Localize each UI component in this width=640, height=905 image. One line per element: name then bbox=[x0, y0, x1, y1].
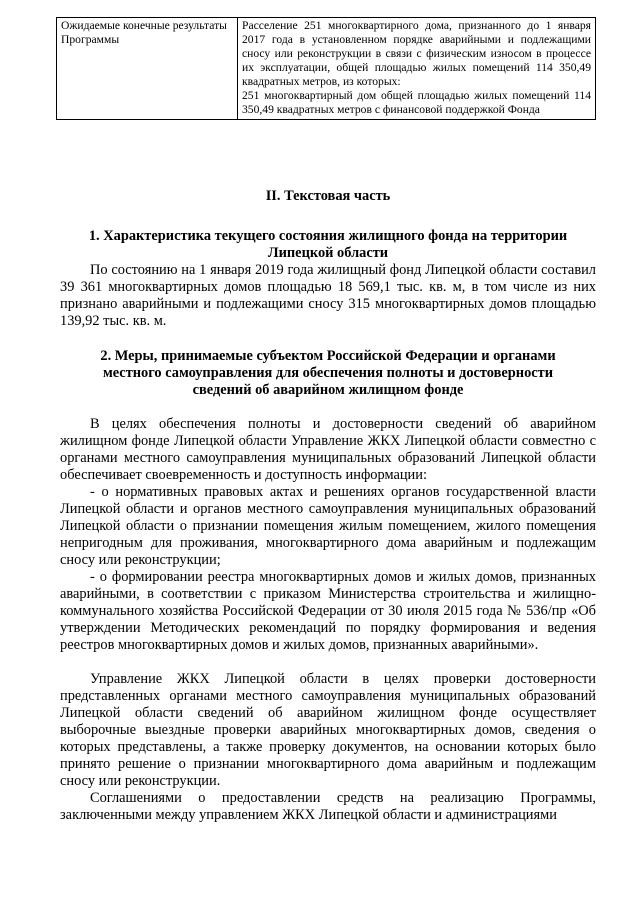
section-1-heading-line-2: Липецкой области bbox=[267, 245, 389, 261]
section-1-heading bbox=[60, 228, 596, 262]
table-row bbox=[57, 18, 596, 120]
program-results-table bbox=[56, 17, 596, 120]
section-2-paragraph-1: В целях обеспечения полноты и достоверности сведений об аварийном жилищном фонде Липецкой области Управление ЖКХ Липецкой области совместно с органами местного самоуправления муниципальных образований Липецкой области обеспечивает своевременность и доступность информации: bbox=[60, 416, 596, 483]
section-1-paragraph: По состоянию на 1 января 2019 года жилищный фонд Липецкой области составил 39 361 многоквартирных домов площадью 18 569,1 тыс. кв. м, в том числе из них признано аварийными и подлежащими сносу 315 многоквартирных домов площадью 139,92 тыс. кв. м. bbox=[60, 262, 596, 329]
table-label-cell: Ожидаемые конечные результаты Программы bbox=[57, 18, 238, 120]
section-1-heading-line-1: 1. Характеристика текущего состояния жилищного фонда на территории bbox=[88, 228, 568, 244]
section-2-paragraph-5: Соглашениями о предоставлении средств на реализацию Программы, заключенными между управлением ЖКХ Липецкой области и администрациями bbox=[60, 790, 596, 823]
table-value-text-1: Расселение 251 многоквартирного дома, признанного до 1 января 2017 года в установленном порядке аварийными и подлежащими сносу или реконструкции в связи с физическим износом в процессе их эксплуатации, общей площадью жилых помещений 114 350,49 квадратных метров, из которых: bbox=[242, 19, 591, 88]
section-title: II. Текстовая часть bbox=[265, 188, 391, 204]
section-2-heading-line-3: сведений об аварийном жилищном фонде bbox=[192, 382, 464, 398]
section-2-paragraph-4: Управление ЖКХ Липецкой области в целях проверки достоверности представленных органами местного самоуправления муниципальных образований Липецкой области сведений об аварийном жилищном фонде осуществляет выборочные выездные проверки аварийных многоквартирных домов, сведения о которых представлены, а также проверку документов, на основании которых было принято решение о признании многоквартирного дома аварийным и подлежащим сносу или реконструкции. bbox=[60, 671, 596, 789]
table-value-text-2: 251 многоквартирный дом общей площадью жилых помещений 114 350,49 квадратных метров с финансовой поддержкой Фонда bbox=[242, 89, 591, 116]
table-value-cell bbox=[238, 18, 596, 120]
section-2-heading-line-1: 2. Меры, принимаемые субъектом Российской Федерации и органами bbox=[100, 348, 556, 364]
section-2-heading-line-2: местного самоуправления для обеспечения полноты и достоверности bbox=[102, 365, 554, 381]
section-2-paragraph-3: - о формировании реестра многоквартирных домов и жилых домов, признанных аварийными, в соответствии с приказом Министерства строительства и жилищно-коммунального хозяйства Российской Федерации от 30 июля 2015 года № 536/пр «Об утверждении Методических рекомендаций по порядку формирования и ведения реестров многоквартирных домов и жилых домов, признанных аварийными». bbox=[60, 569, 596, 653]
section-2-paragraph-2: - о нормативных правовых актах и решениях органов государственной власти Липецкой области и органов местного самоуправления муниципальных образований Липецкой области о признании помещения жилым помещением, жилого помещения непригодным для проживания, многоквартирного дома аварийным и подлежащим сносу или реконструкции; bbox=[60, 484, 596, 568]
section-2-heading bbox=[60, 348, 596, 399]
